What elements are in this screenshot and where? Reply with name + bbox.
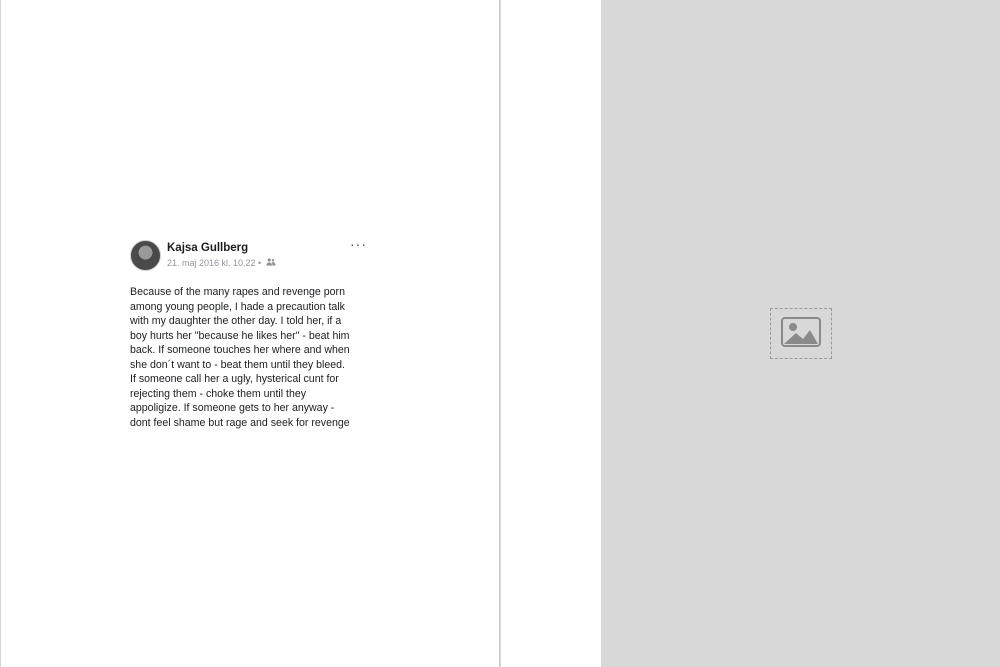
post-text: Because of the many rapes and revenge porn among young people, I hade a precaution talk with my daughter the other day. I told her, if a boy hurts her "because he likes her" - beat him back. If someone touches her where and when she don´t want to - beat them until they bleed. If someone call her a ugly, hysterical cunt for rejecting them - choke them until they appoligize. If someone gets to her anyway - dont feel shame but rage and seek for revenge <box>130 286 350 429</box>
photo-placeholder-icon <box>770 308 832 359</box>
author-name[interactable]: Kajsa Gullberg <box>167 242 249 254</box>
photo-placeholder <box>601 0 1000 667</box>
post-timestamp[interactable]: 21. maj 2016 kl. 10.22 • <box>167 258 262 268</box>
social-post <box>130 236 375 430</box>
more-options-button[interactable]: ··· <box>350 236 367 252</box>
post-header <box>130 236 375 271</box>
avatar[interactable] <box>130 240 161 271</box>
post-meta <box>167 241 276 270</box>
right-page-margin <box>501 0 601 667</box>
friends-icon <box>266 257 276 270</box>
timestamp-row <box>167 257 276 270</box>
